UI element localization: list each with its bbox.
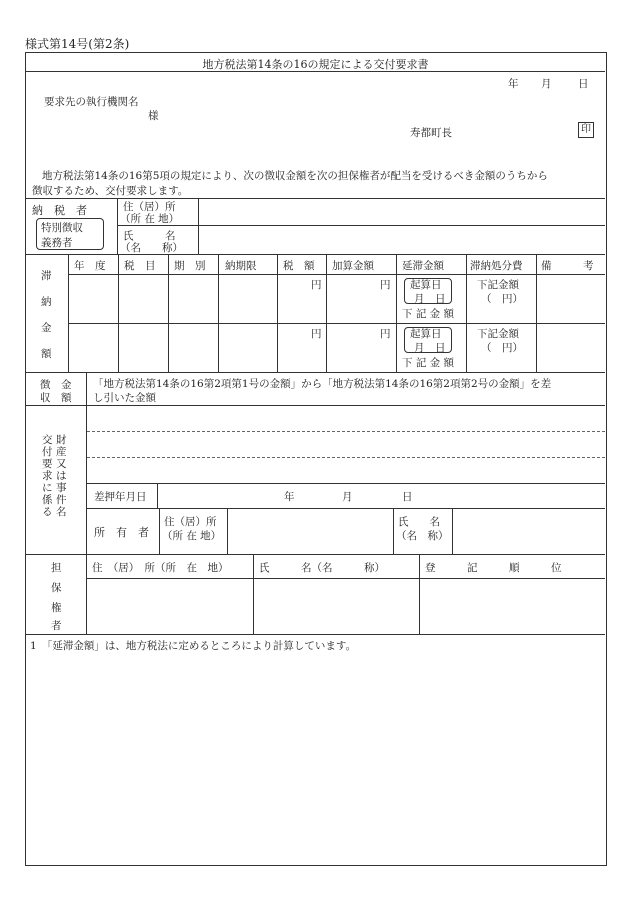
special-collector-label-1: 特別徴収	[41, 222, 83, 234]
yen-paren-1: （ 円）	[481, 293, 523, 305]
header-additional-amount: 加算金額	[332, 260, 374, 272]
seal-mark: 印	[578, 122, 594, 138]
body-text-line-2: 徴収するため、交付要求します。	[32, 185, 189, 197]
collection-text-1: 「地方税法第14条の16第2項第1号の金額」から「地方税法第14条の16第2項第2号の金額」を差	[93, 378, 552, 390]
arrears-side-4: 額	[41, 348, 52, 360]
footnote: 1 「延滞金額」は、地方税法に定めるところにより計算しています。	[30, 640, 357, 652]
taxpayer-name-label-2: （名 称）	[120, 242, 183, 254]
below-amount-1: 下記金額	[477, 279, 519, 291]
collection-label-2: 収 額	[40, 392, 72, 404]
seizure-year: 年	[284, 491, 295, 503]
form-title: 地方税法第14条の16の規定による交付要求書	[202, 58, 429, 71]
date-month-label: 月	[541, 78, 552, 90]
taxpayer-address-label-2: （所 在 地）	[120, 213, 180, 225]
security-rank-header: 登 記 順 位	[425, 562, 562, 574]
arrears-side-3: 金	[41, 322, 52, 334]
owner-label: 所 有 者	[94, 526, 149, 539]
yen-paren-2: （ 円）	[481, 342, 523, 354]
owner-address-label-2: （所 在 地）	[162, 530, 222, 542]
yen-tax-2: 円	[311, 328, 322, 340]
security-side-1: 担	[51, 562, 62, 574]
header-period: 期 別	[174, 260, 206, 272]
taxpayer-label: 納 税 者	[32, 204, 87, 217]
header-remarks: 備 考	[541, 260, 594, 272]
special-collector-label-2: 義務者	[41, 237, 73, 249]
below-amount-2: 下記金額	[477, 328, 519, 340]
taxpayer-address-label-1: 住（居）所	[123, 201, 176, 213]
property-side-label-2: 財産又は事件名	[56, 434, 67, 518]
property-side-label-1: 交付要求に係る	[42, 434, 53, 518]
owner-name-label-1: 氏 名	[398, 516, 440, 528]
taxpayer-name-label-1: 氏 名	[123, 230, 176, 242]
header-due-date: 納期限	[225, 260, 257, 272]
security-side-2: 保	[51, 582, 62, 594]
seizure-day: 日	[402, 491, 413, 503]
collection-text-2: し引いた金額	[93, 392, 156, 404]
below-amount-spaced-1: 下 記 金 額	[402, 308, 455, 320]
form-number: 様式第14号(第2条)	[25, 37, 130, 51]
security-side-4: 者	[51, 620, 62, 632]
seizure-date-label: 差押年月日	[94, 491, 147, 503]
yen-tax-1: 円	[311, 279, 322, 291]
body-text-line-1: 地方税法第14条の16第5項の規定により、次の徴収金額を次の担保権者が配当を受けるべき金額のうちから	[42, 170, 548, 182]
start-date-label-2: 起算日	[410, 328, 442, 340]
header-fiscal-year: 年 度	[74, 260, 106, 272]
security-side-3: 権	[51, 602, 62, 614]
header-disposition-cost: 滞納処分費	[470, 260, 523, 272]
collection-label-1: 徴 金	[40, 379, 72, 391]
arrears-side-2: 納	[41, 296, 52, 308]
addressee-honorific: 様	[148, 110, 159, 122]
addressee-label: 要求先の執行機関名	[44, 96, 139, 108]
below-amount-spaced-2: 下 記 金 額	[402, 357, 455, 369]
header-tax-amount: 税 額	[283, 260, 315, 272]
date-day-label: 日	[578, 78, 589, 90]
arrears-side-1: 滞	[41, 270, 52, 282]
header-late-fee: 延滞金額	[402, 260, 444, 272]
yen-add-2: 円	[380, 328, 391, 340]
security-name-header: 氏 名（名 称）	[259, 562, 385, 574]
issuer-name: 寿都町長	[410, 127, 452, 139]
header-tax-item: 税 目	[124, 260, 156, 272]
start-date-md-1: 月 日	[414, 293, 446, 305]
security-address-header: 住 （居） 所（所 在 地）	[92, 562, 229, 574]
start-date-label-1: 起算日	[410, 279, 442, 291]
seizure-month: 月	[342, 491, 353, 503]
date-year-label: 年	[508, 78, 519, 90]
yen-add-1: 円	[380, 279, 391, 291]
start-date-md-2: 月 日	[414, 342, 446, 354]
owner-name-label-2: （名 称）	[396, 530, 449, 542]
owner-address-label-1: 住（居）所	[164, 516, 217, 528]
